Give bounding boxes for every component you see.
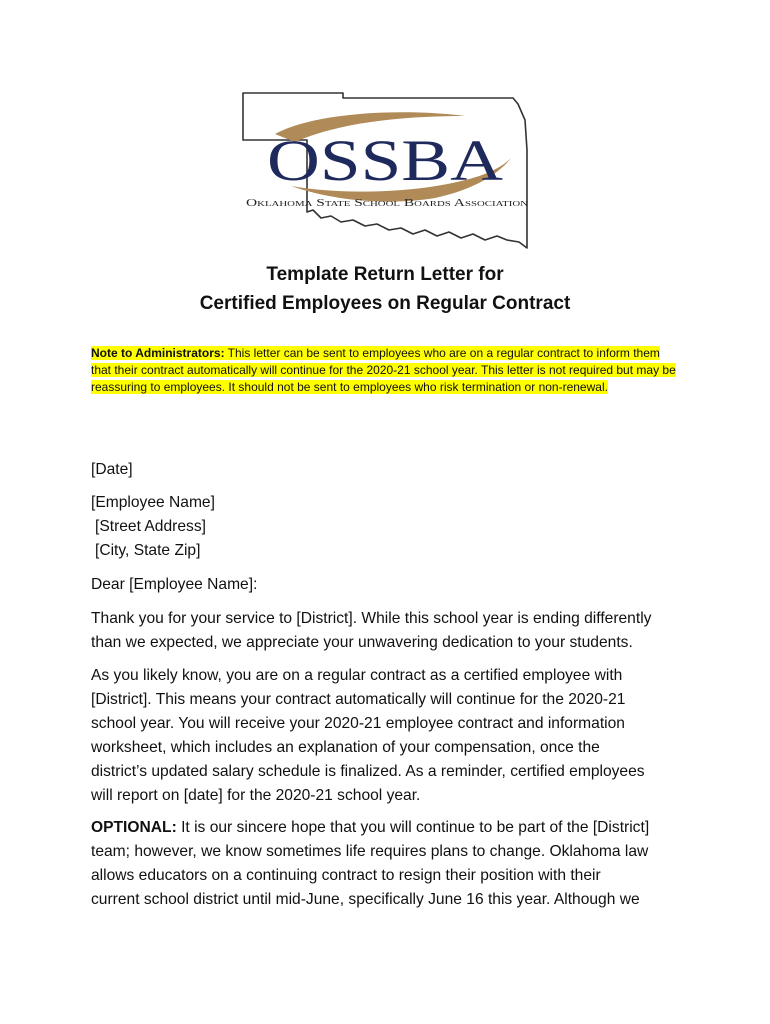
letter-title-line-1: Template Return Letter for xyxy=(266,264,504,285)
oklahoma-outline-logo xyxy=(235,90,535,252)
paragraph-1 xyxy=(91,607,691,655)
paragraph-line-text: It is our sincere hope that you will continue to be part of the [District] xyxy=(176,819,650,836)
paragraph-line: allows educators on a continuing contract to resign their position with their xyxy=(91,867,601,884)
paragraph-line: [District]. This means your contract automatically will continue for the 2020-21 xyxy=(91,691,626,708)
paragraph-2 xyxy=(91,664,691,808)
salutation xyxy=(91,573,691,597)
paragraph-line xyxy=(91,816,691,840)
note-lead: Note to Administrators: xyxy=(91,346,225,360)
salutation-text: Dear [Employee Name]: xyxy=(91,576,258,593)
paragraph-line: Thank you for your service to [District]. While this school year is ending differently xyxy=(91,610,652,627)
date-placeholder: [Date] xyxy=(91,461,133,478)
paragraph-3-optional xyxy=(91,816,691,912)
letter-title-line-2: Certified Employees on Regular Contract xyxy=(199,293,571,314)
optional-label: OPTIONAL: xyxy=(91,819,177,836)
city-state-zip: [City, State Zip] xyxy=(95,542,201,559)
paragraph-line: than we expected, we appreciate your unwavering dedication to your students. xyxy=(91,634,633,651)
ossba-wordmark: OSSBA xyxy=(267,128,504,193)
note-text: This letter can be sent to employees who are on a regular contract to inform them that their contract automatically will continue for the 2020-21 school year. This letter is not required but may be reassuring to employees. It should not be sent to employees who risk termination or non-renewal. xyxy=(91,346,676,395)
letter-date xyxy=(91,458,691,482)
paragraph-line: worksheet, which includes an explanation of your compensation, once the xyxy=(91,739,600,756)
paragraph-line: As you likely know, you are on a regular contract as a certified employee with xyxy=(91,667,623,684)
street-address: [Street Address] xyxy=(95,518,206,535)
ossba-logo xyxy=(235,90,535,252)
administrator-note xyxy=(91,345,681,397)
paragraph-line: team; however, we know sometimes life requires plans to change. Oklahoma law xyxy=(91,843,649,860)
address-block xyxy=(91,491,691,563)
paragraph-line: current school district until mid-June, specifically June 16 this year. Although we xyxy=(91,891,640,908)
paragraph-line: district’s updated salary schedule is finalized. As a reminder, certified employees xyxy=(91,763,645,780)
paragraph-line: will report on [date] for the 2020-21 school year. xyxy=(91,787,421,804)
paragraph-line: school year. You will receive your 2020-21 employee contract and information xyxy=(91,715,625,732)
ossba-subtitle: Oklahoma State School Boards Association xyxy=(246,198,528,209)
employee-name: [Employee Name] xyxy=(91,494,215,511)
